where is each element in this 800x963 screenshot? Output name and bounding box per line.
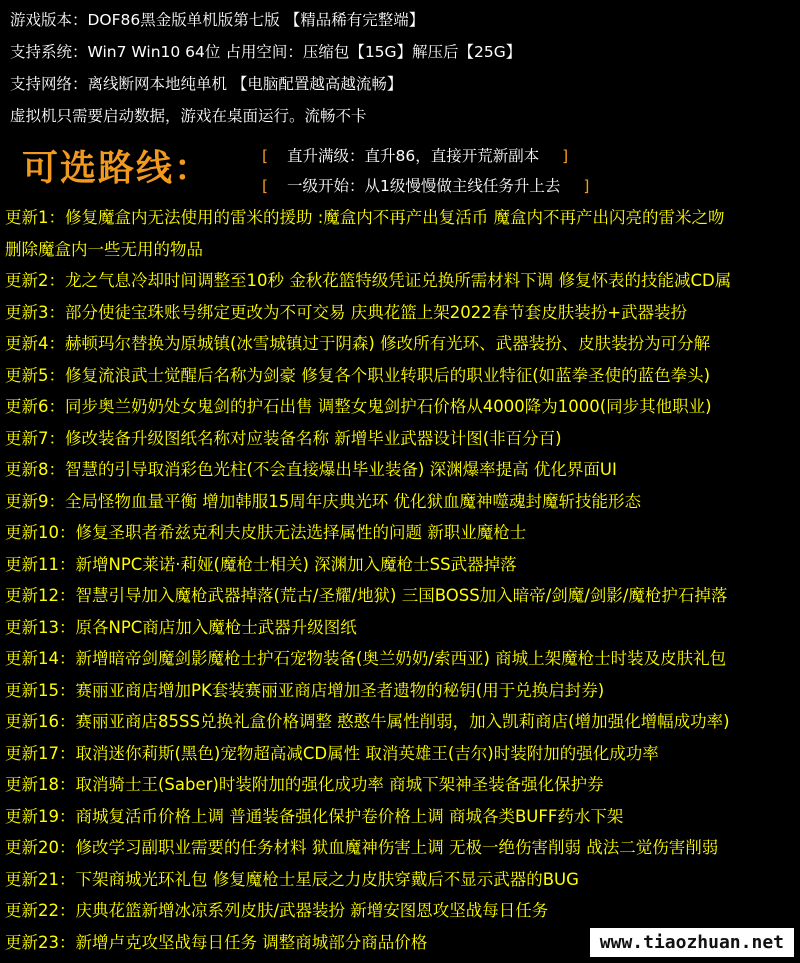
route-option-direct (262, 144, 568, 166)
route-title: 可选路线： (22, 148, 213, 189)
update-item: 更新5：修复流浪武士觉醒后名称为剑豪 修复各个职业转职后的职业特征(如蓝拳圣使的蓝色拳头) (5, 365, 711, 385)
open-bracket: [ (262, 147, 269, 165)
update-item: 更新15：赛丽亚商店增加PK套装赛丽亚商店增加圣者遗物的秘钥(用于兑换启封券) (5, 680, 605, 700)
update-item: 更新3：部分使徒宝珠账号绑定更改为不可交易 庆典花篮上架2022春节套皮肤装扮+武器装扮 (5, 302, 688, 322)
site-watermark: www.tiaozhuan.net (590, 928, 794, 957)
update-item: 更新20：修改学习副职业需要的任务材料 狱血魔神伤害上调 无极一绝伤害削弱 战法二觉伤害削弱 (5, 838, 719, 857)
update-item: 更新10：修复圣职者希兹克利夫皮肤无法选择属性的问题 新职业魔枪士 (5, 523, 527, 542)
route-option-label: 直升满级：直升86，直接开荒新副本 (287, 147, 540, 165)
update-item: 更新13：原各NPC商店加入魔枪士武器升级图纸 (5, 617, 357, 637)
update-item: 更新22：庆典花篮新增冰凉系列皮肤/武器装扮 新增安图恩攻坚战每日任务 (5, 901, 549, 920)
close-bracket: ] (583, 177, 590, 195)
update-item: 更新23：新增卢克攻坚战每日任务 调整商城部分商品价格 (5, 932, 428, 952)
route-option-level1 (262, 174, 589, 196)
update-item: 更新16：赛丽亚商店85SS兑换礼盒价格调整 憨憨牛属性削弱，加入凯莉商店(增加强化增幅成功率) (5, 712, 730, 731)
update-item: 更新8：智慧的引导取消彩色光柱(不会直接爆出毕业装备) 深渊爆率提高 优化界面UI (5, 460, 617, 479)
info-network: 支持网络：离线断网本地纯单机 【电脑配置越高越流畅】 (10, 75, 403, 93)
update-item-continuation: 删除魔盒内一些无用的物品 (5, 239, 203, 259)
update-item: 更新14：新增暗帝剑魔剑影魔枪士护石宠物装备(奥兰奶奶/索西亚) 商城上架魔枪士时装及皮肤礼包 (5, 649, 727, 668)
close-bracket: ] (562, 147, 569, 165)
route-option-label: 一级开始：从1级慢慢做主线任务升上去 (287, 177, 561, 195)
info-version: 游戏版本：DOF86黑金版单机版第七版 【精品稀有完整端】 (10, 11, 425, 29)
update-item: 更新21：下架商城光环礼包 修复魔枪士星辰之力皮肤穿戴后不显示武器的BUG (5, 869, 579, 889)
update-item: 更新18：取消骑士王(Saber)时装附加的强化成功率 商城下架神圣装备强化保护券 (5, 775, 604, 794)
update-item: 更新9：全局怪物血量平衡 增加韩服15周年庆典光环 优化狱血魔神噬魂封魔斩技能形态 (5, 491, 641, 511)
info-vm: 虚拟机只需要启动数据，游戏在桌面运行。流畅不卡 (10, 107, 367, 125)
update-item: 更新17：取消迷你莉斯(黑色)宠物超高减CD属性 取消英雄王(吉尔)时装附加的强化成功率 (5, 743, 659, 763)
update-item: 更新19：商城复活币价格上调 普通装备强化保护卷价格上调 商城各类BUFF药水下架 (5, 806, 624, 826)
update-item: 更新2：龙之气息冷却时间调整至10秒 金秋花篮特级凭证兑换所需材料下调 修复怀表的技能减CD属 (5, 271, 732, 290)
update-item: 更新1：修复魔盒内无法使用的雷米的援助 :魔盒内不再产出复活币 魔盒内不再产出闪亮的雷米之吻 (5, 208, 725, 227)
update-item: 更新7：修改装备升级图纸名称对应装备名称 新增毕业武器设计图(非百分百) (5, 428, 562, 448)
update-item: 更新11：新增NPC莱诺·莉娅(魔枪士相关) 深渊加入魔枪士SS武器掉落 (5, 554, 517, 574)
update-item: 更新12：智慧引导加入魔枪武器掉落(荒古/圣耀/地狱) 三国BOSS加入暗帝/剑魔/剑影/魔枪护石掉落 (5, 586, 728, 605)
open-bracket: [ (262, 177, 269, 195)
update-item: 更新6：同步奥兰奶奶处女鬼剑的护石出售 调整女鬼剑护石价格从4000降为1000(同步其他职业) (5, 397, 712, 416)
update-list (5, 202, 800, 958)
info-system: 支持系统：Win7 Win10 64位 占用空间：压缩包【15G】解压后【25G】 (10, 43, 522, 61)
update-item: 更新4：赫顿玛尔替换为原城镇(冰雪城镇过于阴森) 修改所有光环、武器装扮、皮肤装扮为可分解 (5, 334, 711, 353)
